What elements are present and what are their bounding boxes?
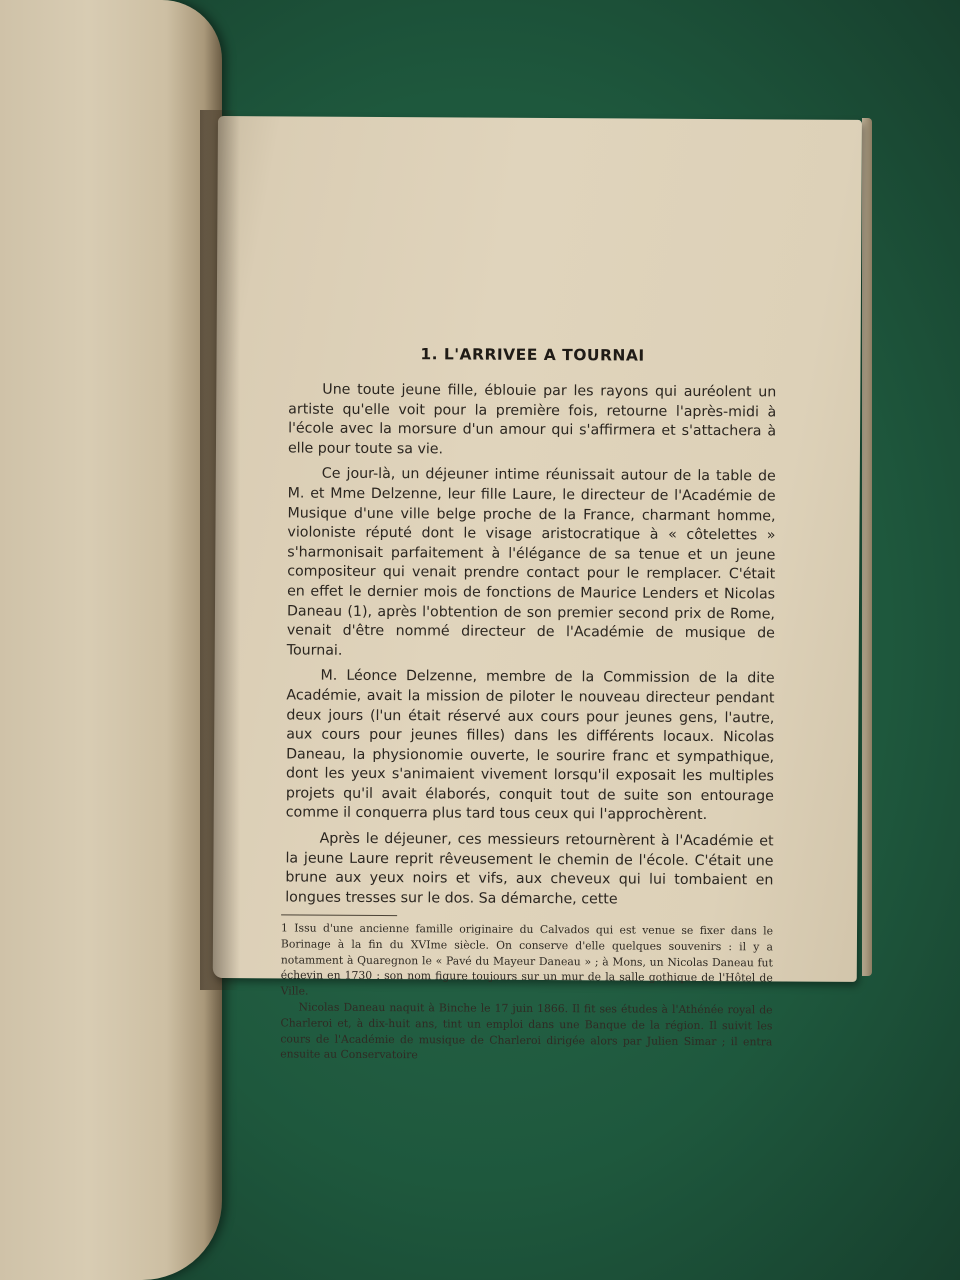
chapter-body (285, 344, 776, 916)
footnote-1: 1 Issu d'une ancienne famille originaire du Calvados qui est venue se fixer dans le Borinage à la fin du XVIme siècle. On conserve d'elle quelques souvenirs : il y a notamment à Quaregnon le « Pavé du Mayeur Daneau » ; à Mons, un Nicolas Daneau fut échevin en 1730 : son nom figure toujours sur un mur de la salle gothique de l'Hôtel de Ville. (280, 921, 774, 998)
page-stack-edge (862, 118, 872, 976)
left-page-curl (0, 0, 222, 1280)
book-page (213, 116, 862, 1062)
paragraph-2: Ce jour-là, un déjeuner intime réunissait autour de la table de M. et Mme Delzenne, leur fille Laure, le directeur de l'Académie de Musique d'une ville belge proche de la France, charmant homme, violoniste réputé dont le visage aristocratique à « côtelettes » s'harmonisait parfaitement à l'élégance de sa tenue et un jeune compositeur qui venait prendre contact pour le remplacer. C'était en effet le dernier mois de fonctions de Maurice Lenders et Nicolas Daneau (1), après l'obtention de son premier second prix de Rome, venait d'être nommé directeur de l'Académie de musique de Tournai. (286, 466, 776, 659)
gutter-shadow (200, 110, 240, 990)
footnotes (280, 920, 773, 1065)
chapter-title: 1. L'ARRIVEE A TOURNAI (420, 345, 645, 365)
paragraph-4: Après le déjeuner, ces messieurs retournèrent à l'Académie et la jeune Laure reprit rêveusement le chemin de l'école. C'était une brune aux yeux noirs et vifs, aux cheveux qui lui tombaient en longues tresses sur le dos. Sa démarche, cette (285, 830, 774, 908)
paragraph-1: Une toute jeune fille, éblouie par les rayons qui auréolent un artiste qu'elle voit pour la première fois, retourne l'après-midi à l'école avec la morsure d'un amour qui s'affirmera et s'attachera à elle pour toute sa vie. (287, 381, 777, 458)
footnote-divider (281, 914, 397, 916)
footnote-1-continued: Nicolas Daneau naquit à Binche le 17 juin 1866. Il fit ses études à l'Athénée royal de Charleroi et, à dix-huit ans, tint un emploi dans une Banque de la région. Il suivit les cours de l'Académie de musique de Charleroi dirigée alors par Julien Simar ; il entra ensuite au Conservatoire (280, 1000, 773, 1062)
paragraph-3: M. Léonce Delzenne, membre de la Commission de la dite Académie, avait la mission de piloter le nouveau directeur pendant deux jours (l'un était réservé aux cours pour jeunes gens, l'autre, aux cours pour jeunes filles) dans les différents locaux. Nicolas Daneau, la physionomie ouverte, le sourire franc et sympathique, dont les yeux s'animaient vivement lorsqu'il exposait les multiples projets qu'il avait élaborés, conquit tout de suite son entourage comme il conquerra plus tard tous ceux qui l'approchèrent. (285, 667, 775, 824)
